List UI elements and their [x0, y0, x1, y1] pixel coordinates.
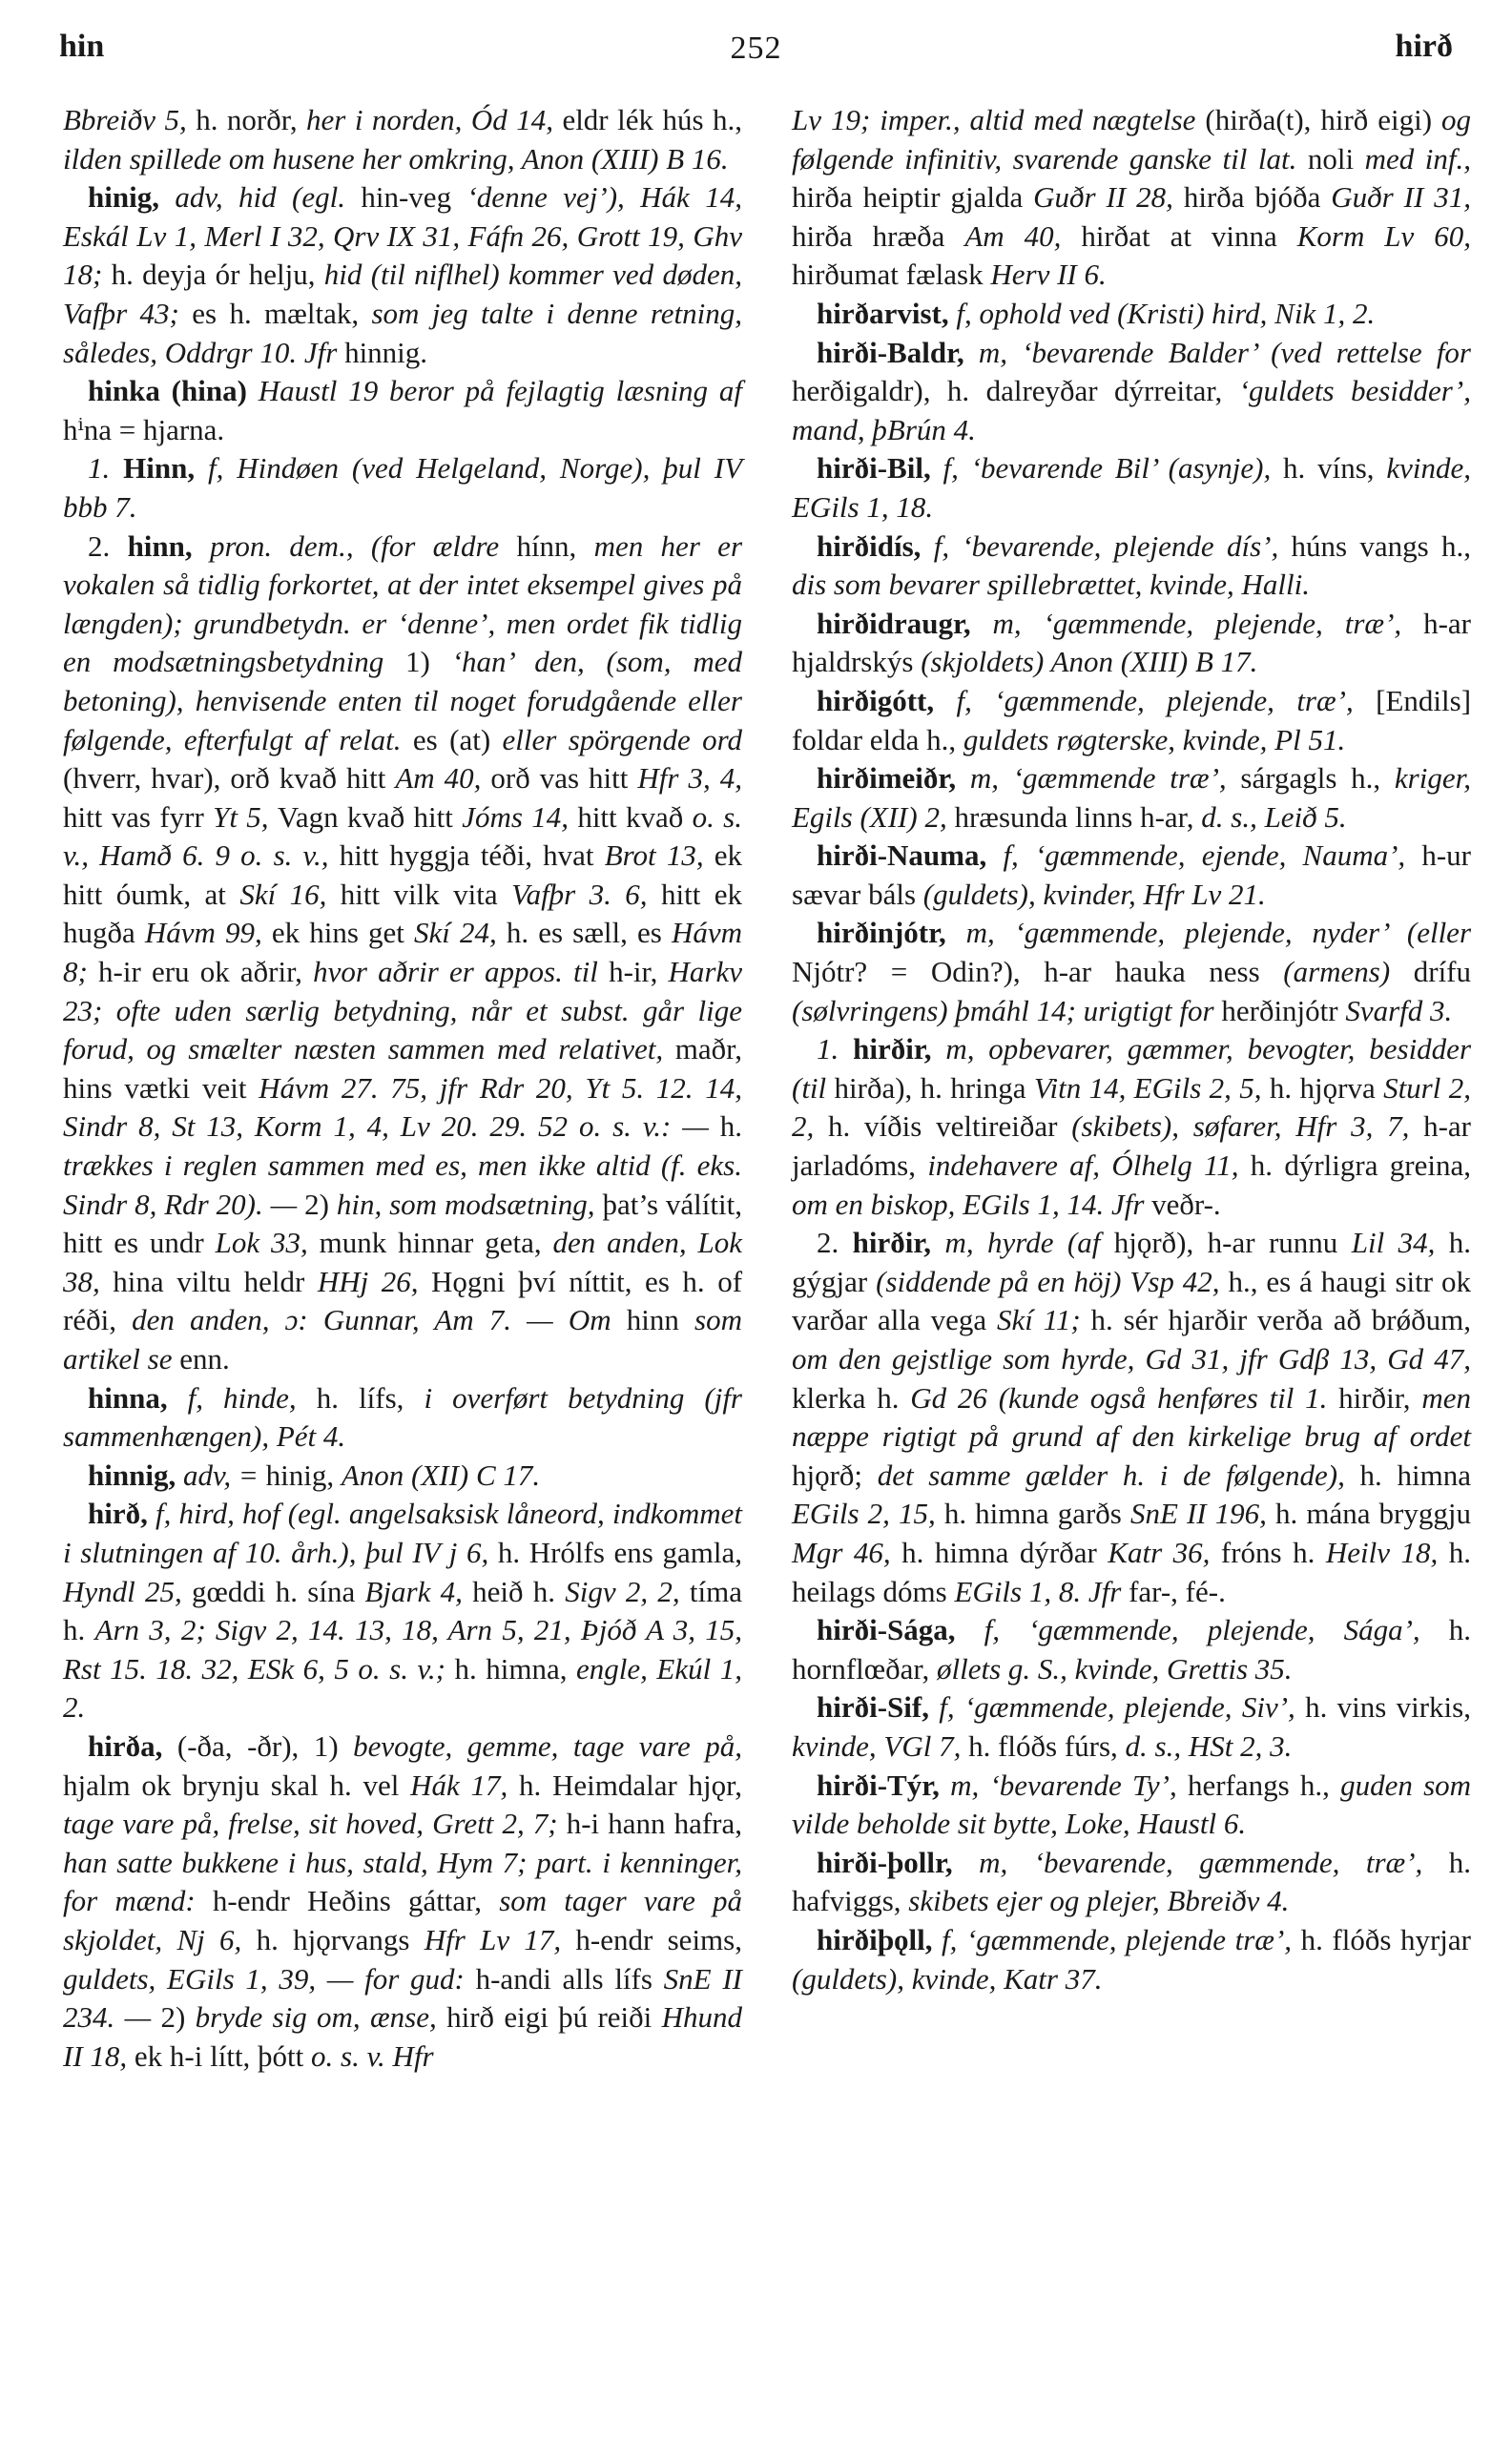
- entry-text: h. hjǫrva: [1269, 1070, 1384, 1105]
- entry-text: ‘guldets besidder’, mand, þBrún 4.: [792, 374, 1471, 446]
- entry-text: hjalm ok brynju skal h. vel: [63, 1768, 411, 1802]
- entry-text: þat’s válítit, hitt es undr: [63, 1187, 742, 1260]
- entry-text: guldets, EGils 1, 39, — for gud:: [63, 1961, 476, 1996]
- entry-text: 2): [304, 1187, 337, 1221]
- dictionary-entry: [792, 914, 1471, 1030]
- entry-text: h. Hrólfs ens gamla,: [497, 1535, 743, 1569]
- entry-text: heið h.: [472, 1574, 566, 1608]
- dictionary-entry: [792, 101, 1471, 295]
- entry-headword: hirða,: [88, 1728, 177, 1763]
- entry-text: om en biskop, EGils 1, 14. Jfr: [792, 1187, 1152, 1221]
- entry-text: h-ar hauka ness: [1044, 955, 1284, 989]
- entry-text: h-ir eru ok aðrir,: [98, 955, 314, 989]
- entry-text: h., es á haugi sitr ok varðar alla vega: [792, 1264, 1471, 1337]
- entry-text: Hávm 8;: [63, 916, 742, 989]
- entry-text: hirða hræða: [792, 218, 965, 253]
- entry-text: hitt kvað: [577, 799, 693, 834]
- entry-text: veðr-.: [1151, 1187, 1221, 1221]
- entry-text: h-i hann hafra,: [566, 1807, 742, 1841]
- entry-text: SnE II 196,: [1129, 1497, 1276, 1531]
- entry-text: han satte bukkene i hus, stald, Hym 7; part. i kenninger, for mænd:: [63, 1845, 742, 1918]
- entry-text: 2): [160, 2000, 196, 2035]
- entry-text: hirða bjóða: [1183, 180, 1332, 215]
- entry-text: Hávm 27. 75, jfr Rdr 20, Yt 5. 12. 14, Sindr 8, St 13, Korm 1, 4, Lv 20. 29. 52 o. s. v.: —: [63, 1070, 742, 1144]
- entry-text: her i norden, Ód 14,: [306, 103, 563, 136]
- dictionary-entry: [792, 295, 1471, 334]
- entry-text: som jeg talte i denne retning, således, Oddrgr 10. Jfr: [63, 296, 743, 369]
- entry-text: Jóms 14,: [462, 799, 578, 834]
- entry-headword: hinna,: [88, 1380, 188, 1415]
- entry-text: Am 40,: [964, 218, 1082, 253]
- entry-text: tíma h.: [63, 1574, 743, 1647]
- entry-headword: hirðimeiðr,: [817, 761, 970, 796]
- entry-text: Sigv 2, 2,: [565, 1574, 690, 1608]
- page-header: [59, 21, 1453, 74]
- entry-text: Haustl 19 beror på fejlagtig læsning af: [258, 374, 742, 408]
- entry-text: Vagn kvað hitt: [277, 799, 463, 834]
- dictionary-entry: [792, 1921, 1471, 1998]
- entry-text: h. himna: [1359, 1458, 1471, 1492]
- entry-text: h-ur sævar báls: [792, 838, 1472, 911]
- entry-text: ek hitt óumk, at: [63, 838, 742, 911]
- entry-text: d. s., Leið 5.: [1201, 799, 1347, 834]
- entry-text: h. hringa: [920, 1070, 1034, 1105]
- entry-text: Guðr II 28,: [1033, 180, 1184, 215]
- entry-text: Anon (XII) C 17.: [341, 1458, 541, 1492]
- entry-text: [Endils] foldar elda h.,: [792, 683, 1472, 756]
- entry-text: guldets røgterske, kvinde, Pl 51.: [963, 722, 1346, 756]
- entry-text: h-andi alls lífs: [475, 1961, 664, 1996]
- right-running-headword: hirð: [1395, 29, 1453, 64]
- entry-text: noli: [1307, 141, 1365, 176]
- entry-text: hitt vilk vita: [340, 877, 512, 911]
- entry-text: indehavere af, Ólhelg 11,: [927, 1148, 1251, 1183]
- entry-text: dis som bevarer spillebrættet, kvinde, Halli.: [792, 568, 1310, 602]
- entry-text: Njótr? = Odin?),: [792, 955, 1045, 989]
- entry-text: som tager vare på skjoldet, Nj 6,: [63, 1884, 742, 1956]
- entry-text: hinn: [626, 1303, 695, 1337]
- entry-text: sárgagls h.,: [1240, 761, 1395, 796]
- entry-text: om den gejstlige som hyrde, Gd 31, jfr Gdβ 13, Gd 47,: [792, 1342, 1471, 1376]
- dictionary-entry: [63, 101, 742, 178]
- entry-text: hjǫrð), h-ar runnu: [1113, 1226, 1352, 1260]
- entry-text: h. deyja ór helju,: [111, 258, 324, 292]
- entry-text: h. mána bryggju: [1275, 1497, 1471, 1531]
- entry-headword: hinka (hina): [88, 374, 259, 408]
- entry-text: hínn,: [516, 528, 594, 563]
- entry-text: den anden, Lok 38,: [63, 1226, 742, 1298]
- entry-text: h. himna dýrðar: [901, 1535, 1108, 1569]
- entry-text: EGils 1, 8. Jfr: [954, 1574, 1129, 1608]
- entry-text: pron. dem., (for ældre: [209, 528, 517, 563]
- entry-text: es h. mæltak,: [192, 296, 372, 330]
- entry-headword: hirði-Bil,: [817, 451, 943, 486]
- entry-headword: hinn,: [127, 528, 210, 563]
- entry-text: o. s. v. Hfr: [311, 2038, 434, 2073]
- entry-headword: hirði-Týr,: [817, 1768, 951, 1802]
- entry-text: hina viltu heldr: [113, 1264, 318, 1298]
- entry-text: 2.: [88, 528, 128, 563]
- entry-text: m, opbevarer, gæmmer, bevogter, besidder (til: [792, 1032, 1472, 1105]
- entry-text: h. hjǫrvangs: [256, 1922, 425, 1956]
- entry-text: HHj 26,: [317, 1264, 432, 1298]
- entry-text: i overført betydning (jfr sammenhængen), Pét 4.: [63, 1380, 742, 1454]
- entry-text: ilden spillede om husene her omkring, Anon (XIII) B 16.: [63, 141, 729, 176]
- entry-text: m, ‘gæmmende, plejende, nyder’ (eller: [965, 916, 1472, 950]
- entry-text: (siddende på en höj) Vsp 42,: [876, 1264, 1229, 1298]
- entry-text: den anden, ɔ: Gunnar, Am 7. — Om: [132, 1303, 627, 1337]
- entry-headword: hinig,: [88, 180, 176, 215]
- entry-text: 1.: [88, 451, 124, 486]
- dictionary-entry: [63, 1379, 742, 1457]
- entry-headword: hirð,: [88, 1497, 156, 1531]
- entry-text: hirðumat fælask: [792, 258, 991, 292]
- entry-text: h-ar jarladóms,: [792, 1109, 1471, 1183]
- entry-text: h. víns,: [1283, 451, 1387, 486]
- entry-text: og følgende infinitiv, svarende ganske til lat.: [792, 103, 1471, 176]
- entry-text: h. heilags dóms: [792, 1535, 1471, 1608]
- left-column: [63, 101, 742, 2076]
- entry-headword: hirðinjótr,: [817, 916, 966, 950]
- entry-text: m, hyrde (af: [944, 1226, 1114, 1260]
- entry-text: kvinde, VGl 7,: [792, 1728, 969, 1763]
- entry-text: es (at): [412, 722, 503, 756]
- entry-text: hvor aðrir er appos. til: [313, 955, 610, 989]
- entry-text: gœddi h. sína: [192, 1574, 365, 1608]
- dictionary-entry: [792, 837, 1471, 914]
- entry-text: hin-veg: [361, 180, 467, 215]
- entry-text: Guðr II 31,: [1331, 180, 1471, 215]
- dictionary-entry: [792, 682, 1471, 759]
- entry-text: h-endr Heðins gáttar,: [212, 1884, 500, 1918]
- dictionary-entry: [63, 449, 742, 527]
- entry-text: eller spörgende ord: [502, 722, 743, 756]
- entry-text: hirðir,: [1338, 1380, 1422, 1415]
- entry-text: EGils 2, 15,: [792, 1497, 944, 1531]
- entry-text: h. himna,: [454, 1651, 577, 1686]
- entry-headword: hirðir,: [852, 1226, 945, 1260]
- entry-text: Skí 16,: [239, 877, 341, 911]
- entry-text: h. hornflœðar,: [792, 1613, 1471, 1686]
- entry-text: klerka h.: [792, 1380, 911, 1415]
- entry-text: (sølvringens) þmáhl 14; urigtigt for: [792, 993, 1222, 1027]
- entry-text: Sturl 2, 2,: [792, 1070, 1471, 1144]
- entry-text: Lok 33,: [215, 1226, 320, 1260]
- entry-text: ek h-i lítt, þótt: [134, 2038, 312, 2073]
- entry-text: (guldets), kvinde, Katr 37.: [792, 1961, 1103, 1996]
- entry-text: Hák 17,: [410, 1768, 519, 1802]
- entry-text: o. s. v., Hamð 6. 9 o. s. v.,: [63, 799, 742, 873]
- dictionary-entry: [792, 1030, 1471, 1224]
- dictionary-entry: [792, 1844, 1471, 1921]
- entry-text: hirða),: [834, 1070, 921, 1105]
- entry-text: Hǫgni því níttit, es h. of réði,: [63, 1264, 743, 1337]
- entry-headword: hirðiþǫll,: [817, 1922, 942, 1956]
- entry-text: Yt 5,: [213, 799, 278, 834]
- dictionary-entry: [63, 372, 742, 449]
- entry-text: húns vangs h.,: [1291, 528, 1472, 563]
- entry-text: f, Hindøen (ved Helgeland, Norge), þul IV bbb 7.: [63, 451, 743, 524]
- entry-text: m, ‘bevarende Balder’ (ved rettelse for: [978, 335, 1472, 369]
- page-number: 252: [730, 31, 782, 66]
- entry-text: med inf.,: [1364, 141, 1472, 176]
- left-running-headword: hin: [59, 29, 105, 64]
- entry-text: f, ‘gæmmende, plejende, træ’,: [956, 683, 1377, 717]
- dictionary-entry: [792, 759, 1471, 837]
- entry-text: hitt ek hugða: [63, 877, 742, 950]
- entry-text: Mgr 46,: [792, 1535, 902, 1569]
- dictionary-entry: [792, 528, 1471, 605]
- entry-text: Hávm 99,: [144, 916, 272, 950]
- entry-text: h. gýgjar: [792, 1226, 1472, 1298]
- entry-text: Svarfd 3.: [1345, 993, 1453, 1027]
- entry-text: hⁱna = hjarna.: [63, 412, 225, 446]
- entry-text: f, ‘gæmmende, ejende, Nauma’,: [1003, 838, 1422, 873]
- dictionary-entry: [63, 1727, 742, 2076]
- entry-text: Vitn 14, EGils 2, 5,: [1033, 1070, 1270, 1105]
- right-column: [792, 101, 1471, 1998]
- entry-text: hitt hyggja téði, hvat: [339, 838, 605, 873]
- entry-text: h. flóðs hyrjar: [1300, 1922, 1471, 1956]
- entry-text: kriger, Egils (XII) 2,: [792, 761, 1471, 834]
- entry-text: f, hird, hof (egl. angelsaksisk låneord, indkommet i slutningen af 10. årh.), þul IV j 6,: [63, 1497, 742, 1569]
- dictionary-entry: [792, 1688, 1471, 1766]
- dictionary-entry: [63, 1495, 742, 1727]
- entry-text: (hirða(t), hirð eigi): [1205, 103, 1441, 136]
- entry-text: herfangs h.,: [1187, 1768, 1341, 1802]
- entry-text: skibets ejer og plejer, Bbreiðv 4.: [908, 1884, 1290, 1918]
- entry-text: m, ‘gæmmende træ’,: [969, 761, 1241, 796]
- entry-text: (skjoldets) Anon (XIII) B 17.: [921, 645, 1258, 679]
- entry-text: h. hafviggs,: [792, 1845, 1471, 1918]
- entry-text: munk hinnar geta,: [319, 1226, 553, 1260]
- entry-text: 1.: [817, 1032, 854, 1066]
- entry-text: engle, Ekúl 1, 2.: [63, 1651, 742, 1725]
- entry-text: f, ‘bevarende, plejende dís’,: [933, 528, 1292, 563]
- entry-text: Korm Lv 60,: [1296, 218, 1471, 253]
- entry-text: Arn 3, 2; Sigv 2, 14. 13, 18, Arn 5, 21, Þjóð A 3, 15, Rst 15. 18. 32, ESk 6, 5 o. s. v.;: [63, 1613, 743, 1686]
- entry-text: som artikel se: [63, 1303, 742, 1376]
- entry-text: adv, =: [182, 1458, 266, 1492]
- entry-text: hinnig.: [344, 335, 428, 369]
- entry-text: (guldets), kvinder, Hfr Lv 21.: [922, 877, 1266, 911]
- entry-headword: Hinn,: [123, 451, 209, 486]
- entry-text: Lv 19; imper., altid med nægtelse: [792, 103, 1206, 136]
- entry-text: h. himna garðs: [943, 1497, 1130, 1531]
- entry-text: h. flóðs fúrs,: [968, 1728, 1126, 1763]
- entry-text: det samme gælder h. i de følgende),: [877, 1458, 1360, 1492]
- entry-headword: hirðidraugr,: [817, 606, 993, 640]
- entry-text: m, ‘gæmmende, plejende, træ’,: [992, 606, 1424, 640]
- dictionary-entry: [63, 1457, 742, 1496]
- entry-text: maðr, hins vætki veit: [63, 1032, 742, 1105]
- entry-text: trækkes i reglen sammen med es, men ikke altid (f. eks. Sindr 8, Rdr 20). —: [63, 1148, 742, 1221]
- entry-text: men næppe rigtigt på grund af den kirkelige brug af ordet: [792, 1380, 1471, 1454]
- entry-headword: hirði-Sif,: [817, 1690, 940, 1725]
- entry-text: 1): [405, 645, 452, 679]
- entry-text: enn.: [179, 1342, 230, 1376]
- entry-text: h. vins virkis,: [1305, 1690, 1471, 1725]
- entry-text: hjǫrð;: [792, 1458, 878, 1492]
- entry-text: f, ophold ved (Kristi) hird, Nik 1, 2.: [956, 296, 1376, 330]
- entry-text: øllets g. S., kvinde, Grettis 35.: [937, 1651, 1293, 1686]
- entry-text: hirðat at vinna: [1081, 218, 1297, 253]
- entry-headword: hirðigótt,: [817, 683, 957, 717]
- entry-text: far-, fé-.: [1129, 1574, 1226, 1608]
- entry-text: f, hinde,: [187, 1380, 317, 1415]
- entry-text: Herv II 6.: [990, 258, 1107, 292]
- entry-text: h-endr seims,: [575, 1922, 742, 1956]
- entry-headword: hirðir,: [853, 1032, 946, 1066]
- entry-text: Brot 13,: [604, 838, 715, 873]
- entry-text: (-ða, -ðr),: [176, 1728, 314, 1763]
- entry-text: h. Heimdalar hjǫr,: [518, 1768, 742, 1802]
- entry-text: (skibets), søfarer, Hfr 3, 7,: [1071, 1109, 1424, 1144]
- entry-text: ‘denne vej’), Hák 14, Eskál Lv 1, Merl I 32, Qrv IX 31, Fáfn 26, Grott 19, Ghv 18;: [63, 180, 742, 292]
- entry-headword: hinnig,: [88, 1458, 183, 1492]
- dictionary-entry: [63, 528, 742, 1379]
- dictionary-entry: [792, 334, 1471, 450]
- entry-text: h-ar hjaldrskýs: [792, 606, 1471, 679]
- entry-text: Harkv 23; ofte uden særlig betydning, når et subst. går lige forud, og smælter næsten sammen med relativet,: [63, 955, 742, 1066]
- entry-headword: hirði-Nauma,: [817, 838, 1004, 873]
- entry-text: Hyndl 25,: [63, 1574, 193, 1608]
- entry-text: Lil 34,: [1351, 1226, 1449, 1260]
- entry-text: SnE II 234. —: [63, 1961, 742, 2035]
- entry-text: Bbreiðv 5,: [63, 103, 197, 136]
- dictionary-entry: [792, 1224, 1471, 1611]
- entry-text: orð vas hitt: [490, 761, 638, 796]
- entry-text: (hverr, hvar), orð kvað hitt: [63, 761, 396, 796]
- entry-text: f, ‘gæmmende, plejende, Sága’,: [984, 1613, 1449, 1647]
- entry-text: h. sér hjarðir verða að brǿðum,: [1090, 1303, 1471, 1337]
- entry-text: hinig,: [265, 1458, 342, 1492]
- entry-text: ‘han’ den, (som, med betoning), henvisende enten til noget forudgående eller følgende, efterfulgt af relat.: [63, 645, 743, 756]
- entry-text: h.: [719, 1109, 742, 1144]
- entry-text: Hfr 3, 4,: [637, 761, 742, 796]
- entry-text: Hfr Lv 17,: [424, 1922, 576, 1956]
- entry-text: drífu: [1413, 955, 1472, 989]
- entry-text: f, ‘gæmmende, plejende træ’,: [942, 1922, 1301, 1956]
- entry-text: Hhund II 18,: [63, 2000, 742, 2073]
- entry-text: h. es sæll, es: [506, 916, 672, 950]
- entry-text: adv, hid (egl.: [175, 180, 362, 215]
- entry-text: m, ‘bevarende, gæmmende, træ’,: [979, 1845, 1449, 1879]
- entry-text: guden som vilde beholde sit bytte, Loke, Haustl 6.: [792, 1768, 1472, 1841]
- entry-text: tage vare på, frelse, sit hoved, Grett 2, 7;: [63, 1807, 567, 1841]
- entry-text: ek hins get: [271, 916, 415, 950]
- entry-text: Vafþr 3. 6,: [511, 877, 661, 911]
- entry-text: hirð eigi þú reiði: [446, 2000, 662, 2035]
- entry-text: hirða heiptir gjalda: [792, 180, 1034, 215]
- entry-text: kvinde, EGils 1, 18.: [792, 451, 1471, 524]
- entry-headword: hirðidís,: [817, 528, 934, 563]
- entry-text: Am 40,: [395, 761, 491, 796]
- entry-headword: hirði-þollr,: [817, 1845, 980, 1879]
- entry-text: 2.: [817, 1226, 853, 1260]
- entry-headword: hirðarvist,: [817, 296, 957, 330]
- entry-text: hid (til niflhel) kommer ved døden, Vafþr 43;: [63, 258, 742, 330]
- entry-text: men her er vokalen så tidlig forkortet, at der intet eksempel gives på længden); grundbetydn. er ‘denne’, men ordet fik tidlig en modsætningsbetydning: [63, 528, 743, 679]
- entry-headword: hirði-Baldr,: [817, 335, 979, 369]
- entry-text: herðigaldr), h. dalreyðar dýrreitar,: [792, 374, 1239, 408]
- entry-text: h. norðr,: [196, 103, 307, 136]
- entry-text: h. víðis veltireiðar: [828, 1109, 1072, 1144]
- entry-text: h. lífs,: [316, 1380, 425, 1415]
- entry-text: Gd 26 (kunde også henføres til 1.: [910, 1380, 1339, 1415]
- entry-text: eldr lék hús h.,: [562, 103, 742, 136]
- entry-text: h-ir,: [609, 955, 669, 989]
- entry-text: m, ‘bevarende Ty’,: [950, 1768, 1188, 1802]
- entry-text: hin, som modsætning,: [336, 1187, 603, 1221]
- entry-headword: hirði-Sága,: [817, 1613, 984, 1647]
- entry-text: fróns h.: [1220, 1535, 1326, 1569]
- dictionary-entry: [792, 605, 1471, 682]
- entry-text: hitt vas fyrr: [63, 799, 214, 834]
- dictionary-entry: [63, 178, 742, 372]
- entry-text: hræsunda linns h-ar,: [954, 799, 1202, 834]
- dictionary-entry: [792, 1767, 1471, 1844]
- entry-text: h. dýrligra greina,: [1250, 1148, 1471, 1183]
- entry-text: Skí 24,: [414, 916, 507, 950]
- dictionary-entry: [792, 1611, 1471, 1688]
- entry-text: herðinjótr: [1221, 993, 1346, 1027]
- entry-text: bryde sig om, ænse,: [195, 2000, 447, 2035]
- entry-text: f, ‘bevarende Bil’ (asynje),: [942, 451, 1284, 486]
- entry-text: (armens): [1283, 955, 1414, 989]
- dictionary-entry: [792, 449, 1471, 527]
- entry-text: Katr 36,: [1108, 1535, 1221, 1569]
- entry-text: Bjark 4,: [364, 1574, 473, 1608]
- entry-text: Heilv 18,: [1325, 1535, 1449, 1569]
- entry-text: d. s., HSt 2, 3.: [1125, 1728, 1293, 1763]
- entry-text: bevogte, gemme, tage vare på,: [353, 1728, 742, 1763]
- entry-text: f, ‘gæmmende, plejende, Siv’,: [939, 1690, 1306, 1725]
- entry-text: 1): [313, 1728, 354, 1763]
- entry-text: Skí 11;: [996, 1303, 1091, 1337]
